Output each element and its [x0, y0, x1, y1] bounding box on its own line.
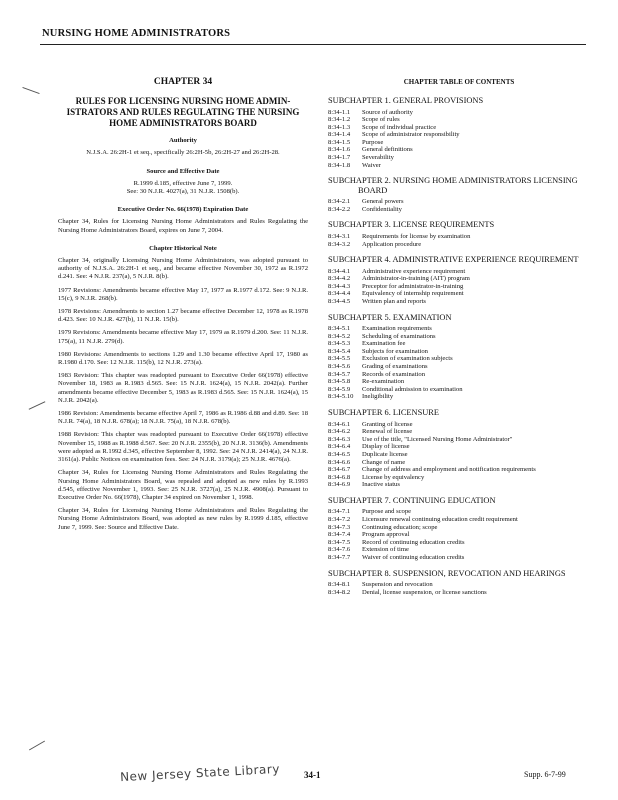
section-title: Duplicate license — [362, 450, 408, 458]
source-heading: Source and Effective Date — [146, 167, 220, 175]
section-title: Scheduling of examinations — [362, 332, 436, 340]
authority-heading: Authority — [169, 137, 197, 145]
subchapter-block — [328, 313, 590, 401]
toc-item — [328, 241, 590, 249]
toc-item — [328, 428, 590, 436]
supplement-date: Supp. 6-7-99 — [524, 770, 566, 779]
section-title: General powers — [362, 198, 404, 206]
toc-item — [328, 198, 590, 206]
toc-item — [328, 443, 590, 451]
section-number: 8:34-7.2 — [328, 515, 351, 523]
section-number: 8:34-1.5 — [328, 138, 351, 146]
history-paragraph: 1988 Revision: This chapter was readopted pursuant to Executive Order 66(1978) effective November 15, 1988 as R.1988 d.567. See: 20 N.J.R. 2355(b), 20 N.J.R. 3136(b). Amendments were adopted as R.1992 d.345, effective September 8, 1992. See: 24 N.J.R. 2414(a), 24 N.J.R. 3161(a). Public Notices on examination fees. See: 24 N.J.R. 3179(a); 25 N.J.R. 4676(a). — [58, 431, 308, 464]
history-paragraph: 1978 Revisions: Amendments to section 1.27 became effective December 12, 1978 as R.1978 d.423. See: 10 N.J.R. 427(b), 11 N.J.R. 15(b). — [58, 308, 308, 324]
history-paragraph: 1977 Revisions: Amendments became effective May 17, 1977 as R.1977 d.172. See: 9 N.J.R. 15(c), 9 N.J.R. 268(b). — [58, 286, 308, 302]
section-title: Requirements for license by examination — [362, 232, 471, 240]
subchapter-title: SUBCHAPTER 7. CONTINUING EDUCATION — [328, 495, 496, 505]
toc-item — [328, 146, 590, 154]
toc-item — [328, 546, 590, 554]
source-text-2: See: 30 N.J.R. 4027(a), 31 N.J.R. 1508(b). — [126, 188, 240, 196]
section-number: 8:34-6.5 — [328, 450, 351, 458]
section-number: 8:34-5.5 — [328, 355, 351, 363]
toc-item — [328, 298, 590, 306]
subchapter-block — [328, 408, 590, 489]
executive-order-text: Chapter 34, Rules for Licensing Nursing Home Administrators and Rules Regulating the Nursing Home Administrators Board, expires on June 7, 2004. — [58, 218, 308, 234]
subchapter-title: SUBCHAPTER 5. EXAMINATION — [328, 312, 452, 322]
section-title: Display of license — [362, 443, 410, 451]
section-number: 8:34-5.10 — [328, 393, 354, 401]
section-number: 8:34-5.4 — [328, 347, 351, 355]
section-title: Record of continuing education credits — [362, 538, 465, 546]
toc-item — [328, 124, 590, 132]
toc-item — [328, 451, 590, 459]
history-paragraph: Chapter 34, Rules for Licensing Nursing Home Administrators and Rules Regulating the Nursing Home Administrators Board, was adopted as new rules by R.1999 d.185, effective June 7, 1999. See: Source and Effective Date. — [58, 507, 308, 531]
section-number: 8:34-6.8 — [328, 473, 351, 481]
section-number: 8:34-5.9 — [328, 385, 351, 393]
section-number: 8:34-5.6 — [328, 363, 351, 371]
toc-item — [328, 378, 590, 386]
section-title: Exclusion of examination subjects — [362, 355, 453, 363]
toc-heading: CHAPTER TABLE OF CONTENTS — [403, 78, 515, 86]
toc-item — [328, 508, 590, 516]
section-title: Ineligibility — [362, 393, 394, 401]
toc-item — [328, 554, 590, 562]
toc-item — [328, 109, 590, 117]
toc-item — [328, 154, 590, 162]
authority-text: N.J.S.A. 26:2H-1 et seq., specifically 26:2H-5b, 26:2H-27 and 26:2H-28. — [86, 149, 280, 157]
section-number: 8:34-6.3 — [328, 435, 351, 443]
executive-order-heading: Executive Order No. 66(1978) Expiration Date — [117, 206, 249, 214]
toc-item — [328, 275, 590, 283]
toc-item — [328, 524, 590, 532]
section-number: 8:34-8.2 — [328, 588, 351, 596]
section-title: Continuing education; scope — [362, 523, 438, 531]
section-title: Licensure renewal continuing education credit requirement — [362, 515, 518, 523]
toc-item — [328, 393, 590, 401]
margin-mark — [29, 741, 45, 751]
section-title: Granting of license — [362, 420, 413, 428]
toc-item — [328, 363, 590, 371]
section-number: 8:34-5.2 — [328, 332, 351, 340]
section-number: 8:34-7.1 — [328, 508, 351, 516]
section-title: Waiver — [362, 161, 381, 169]
section-number: 8:34-1.1 — [328, 108, 351, 116]
section-number: 8:34-4.3 — [328, 282, 351, 290]
subchapter-block — [328, 96, 590, 169]
chapter-title: RULES FOR LICENSING NURSING HOME ADMIN-ISTRATORS AND RULES REGULATING THE NURSING HOME ADMINISTRATORS BOARD — [66, 96, 300, 129]
margin-mark — [22, 87, 39, 94]
toc-item — [328, 162, 590, 170]
margin-mark — [29, 401, 46, 410]
section-title: Change of address and employment and notification requirements — [362, 466, 536, 474]
section-number: 8:34-1.6 — [328, 146, 351, 154]
section-title: Records of examination — [362, 370, 425, 378]
section-number: 8:34-6.9 — [328, 481, 351, 489]
section-number: 8:34-7.4 — [328, 531, 351, 539]
section-title: Scope of individual practice — [362, 123, 437, 131]
section-title: Examination requirements — [362, 325, 432, 333]
section-title: Severability — [362, 154, 394, 162]
toc-item — [328, 386, 590, 394]
section-title: Subjects for examination — [362, 347, 428, 355]
section-title: Extension of time — [362, 546, 409, 554]
section-title: Waiver of continuing education credits — [362, 553, 465, 561]
subchapter-block — [328, 176, 590, 213]
section-title: General definitions — [362, 146, 413, 154]
section-number: 8:34-7.3 — [328, 523, 351, 531]
section-number: 8:34-5.1 — [328, 325, 351, 333]
subchapter-title: SUBCHAPTER 2. NURSING HOME ADMINISTRATORS LICENSING BOARD — [328, 176, 578, 195]
history-paragraph: 1979 Revisions: Amendments became effective May 17, 1979 as R.1979 d.200. See: 11 N.J.R. 175(a), 11 N.J.R. 279(d). — [58, 329, 308, 345]
toc-item — [328, 589, 590, 597]
running-head: NURSING HOME ADMINISTRATORS — [42, 28, 231, 39]
page-number: 34-1 — [304, 770, 321, 780]
section-title: Purpose and scope — [362, 508, 412, 516]
subchapter-title: SUBCHAPTER 6. LICENSURE — [328, 408, 439, 418]
toc-item — [328, 139, 590, 147]
section-title: Source of authority — [362, 108, 413, 116]
toc-item — [328, 290, 590, 298]
section-title: Equivalency of internship requirement — [362, 290, 464, 298]
subchapter-title: SUBCHAPTER 4. ADMINISTRATIVE EXPERIENCE REQUIREMENT — [328, 255, 579, 265]
history-heading: Chapter Historical Note — [149, 244, 217, 252]
section-title: Inactive status — [362, 481, 400, 489]
toc-item — [328, 283, 590, 291]
section-title: Written plan and reports — [362, 298, 427, 305]
toc-item — [328, 348, 590, 356]
section-title: Examination fee — [362, 340, 406, 348]
source-text-1: R.1999 d.185, effective June 7, 1999. — [133, 179, 233, 187]
section-title: Application procedure — [362, 240, 422, 248]
toc-item — [328, 268, 590, 276]
section-number: 8:34-5.8 — [328, 378, 351, 386]
section-title: Purpose — [362, 138, 384, 146]
toc-item — [328, 325, 590, 333]
library-stamp: New Jersey State Library — [119, 761, 281, 785]
section-number: 8:34-1.7 — [328, 154, 351, 162]
toc-item — [328, 371, 590, 379]
chapter-heading: CHAPTER 34 — [153, 77, 213, 87]
section-title: Denial, license suspension, or license sanctions — [362, 588, 487, 596]
toc-item — [328, 355, 590, 363]
section-title: Administrator-in-training (AIT) program — [362, 275, 470, 283]
toc-item — [328, 459, 590, 467]
section-number: 8:34-6.4 — [328, 443, 351, 451]
section-title: Grading of examinations — [362, 363, 428, 371]
toc-item — [328, 531, 590, 539]
section-number: 8:34-4.1 — [328, 267, 351, 275]
section-number: 8:34-5.3 — [328, 340, 351, 348]
section-title: Administrative experience requirement — [362, 267, 466, 275]
section-title: Scope of rules — [362, 116, 400, 124]
history-paragraph: 1980 Revisions: Amendments to sections 1.29 and 1.30 became effective April 17, 1980 as R.1980 d.170. See: 12 N.J.R. 115(b), 12 N.J.R. 273(a). — [58, 350, 308, 367]
subchapter-title: SUBCHAPTER 8. SUSPENSION, REVOCATION AND HEARINGS — [328, 568, 566, 578]
section-number: 8:34-2.2 — [328, 205, 351, 213]
section-number: 8:34-4.2 — [328, 275, 351, 283]
section-number: 8:34-7.6 — [328, 546, 351, 554]
subchapter-block — [328, 220, 590, 248]
toc-item — [328, 340, 590, 348]
section-number: 8:34-7.5 — [328, 538, 351, 546]
toc-item — [328, 333, 590, 341]
section-number: 8:34-1.2 — [328, 116, 351, 124]
section-title: Program approval — [362, 531, 410, 539]
section-title: Suspension and revocation — [362, 581, 433, 589]
section-title: Change of name — [362, 458, 406, 466]
toc-item — [328, 581, 590, 589]
toc-item — [328, 436, 590, 444]
section-number: 8:34-1.4 — [328, 131, 351, 139]
toc-item — [328, 516, 590, 524]
toc-item — [328, 206, 590, 214]
section-number: 8:34-8.1 — [328, 581, 351, 589]
toc-list — [328, 96, 590, 596]
header-rule — [40, 44, 586, 45]
section-number: 8:34-1.3 — [328, 123, 351, 131]
subchapter-block — [328, 569, 590, 597]
toc-item — [328, 421, 590, 429]
history-paragraph: Chapter 34, originally Licensing Nursing Home Administrators, was adopted pursuant to authority of N.J.S.A. 26:2H-1 et seq., and became effective November 30, 1972 as R.1972 d.241. See: 4 N.J.R. 237(a), 5 N.J.R. 8(b). — [58, 257, 308, 281]
section-number: 8:34-3.1 — [328, 232, 351, 240]
section-number: 8:34-7.7 — [328, 553, 351, 561]
section-title: Re-examination — [362, 378, 405, 386]
section-title: Renewal of license — [362, 428, 413, 436]
section-number: 8:34-3.2 — [328, 240, 351, 248]
section-number: 8:34-4.4 — [328, 290, 351, 298]
section-number: 8:34-1.8 — [328, 161, 351, 169]
subchapter-block — [328, 496, 590, 562]
toc-item — [328, 233, 590, 241]
section-number: 8:34-4.5 — [328, 298, 351, 305]
section-title: Scope of administrator responsibility — [362, 131, 460, 139]
toc-item — [328, 474, 590, 482]
toc-item — [328, 539, 590, 547]
section-title: Conditional admission to examination — [362, 385, 463, 393]
table-of-contents — [328, 78, 590, 603]
subchapter-title: SUBCHAPTER 3. LICENSE REQUIREMENTS — [328, 220, 495, 230]
section-number: 8:34-6.6 — [328, 458, 351, 466]
subchapter-block — [328, 255, 590, 305]
section-number: 8:34-6.1 — [328, 420, 351, 428]
section-title: License by equivalency — [362, 473, 425, 481]
section-title: Use of the title, "Licensed Nursing Home Administrator" — [362, 435, 513, 443]
toc-item — [328, 481, 590, 489]
history-paragraph: 1986 Revision: Amendments became effective April 7, 1986 as R.1986 d.88 and d.89. See: 18 N.J.R. 74(a), 18 N.J.R. 678(a); 18 N.J.R. 75(a), 18 N.J.R. 678(b). — [58, 410, 308, 426]
history-paragraph: Chapter 34, Rules for Licensing Nursing Home Administrators and Rules Regulating the Nursing Home Administrators Board, was repealed and adopted as new rules by R.1993 d.545, effective November 1, 1993. See: 25 N.J.R. 3727(a), 25 N.J.R. 4908(a). Pursuant to Executive Order No. 66(1978), Chapter 34 expired on November 1, 1998. — [58, 469, 308, 501]
section-number: 8:34-6.2 — [328, 428, 351, 436]
section-number: 8:34-2.1 — [328, 198, 351, 206]
section-number: 8:34-5.7 — [328, 370, 351, 378]
toc-item — [328, 116, 590, 124]
subchapter-title: SUBCHAPTER 1. GENERAL PROVISIONS — [328, 96, 484, 105]
section-number: 8:34-6.7 — [328, 466, 351, 474]
section-title: Preceptor for administrator-in-training — [362, 282, 464, 290]
toc-item — [328, 466, 590, 474]
left-column — [58, 78, 308, 537]
history-paragraph: 1983 Revision: This chapter was readopted pursuant to Executive Order 66(1978) effective November 18, 1983 as R.1983 d.565. See: 15 N.J.R. 1624(a), 15 N.J.R. 2042(a). Further amendments became effective December 5, 1983 as R.1983 d.565. See: 15 N.J.R. 1624(a), 15 N.J.R. 2042(a). — [58, 372, 308, 404]
toc-item — [328, 131, 590, 139]
section-title: Confidentiality — [362, 205, 402, 213]
